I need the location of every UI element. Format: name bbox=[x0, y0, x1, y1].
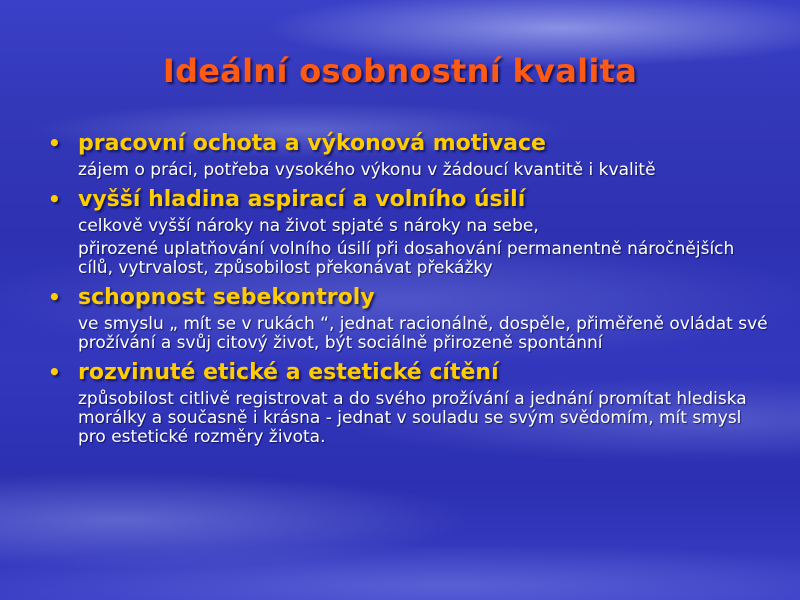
bullet-icon: • bbox=[48, 360, 61, 384]
list-item bbox=[48, 357, 768, 447]
list-item bbox=[48, 184, 768, 278]
item-description: celkově vyšší nároky na život spjaté s nároky na sebe, bbox=[78, 216, 539, 236]
list-item bbox=[48, 282, 768, 353]
item-heading: schopnost sebekontroly bbox=[78, 285, 375, 310]
item-heading: rozvinuté etické a estetické cítění bbox=[78, 360, 499, 385]
list-item bbox=[48, 128, 768, 180]
item-description: způsobilost citlivě registrovat a do svého prožívání a jednání promítat hlediska morálky a současně i krásna - jednat v souladu se svým svědomím, mít smysl pro estetické rozměry života. bbox=[78, 389, 747, 447]
bullet-icon: • bbox=[48, 187, 61, 211]
bullet-icon: • bbox=[48, 131, 61, 155]
item-heading: pracovní ochota a výkonová motivace bbox=[78, 131, 546, 156]
item-heading: vyšší hladina aspirací a volního úsilí bbox=[78, 187, 526, 212]
item-description: zájem o práci, potřeba vysokého výkonu v žádoucí kvantitě i kvalitě bbox=[78, 160, 656, 180]
bullet-list bbox=[48, 128, 768, 451]
item-description: ve smyslu „ mít se v rukách “, jednat racionálně, dospěle, přiměřeně ovládat své prožívání a svůj citový život, být sociálně přirozeně spontánní bbox=[78, 314, 768, 353]
item-description: přirozené uplatňování volního úsilí při dosahování permanentně náročnějších cílů, vytrvalost, způsobilost překonávat překážky bbox=[78, 239, 735, 278]
bullet-icon: • bbox=[48, 285, 61, 309]
slide-title: Ideální osobnostní kvalita bbox=[162, 52, 638, 90]
